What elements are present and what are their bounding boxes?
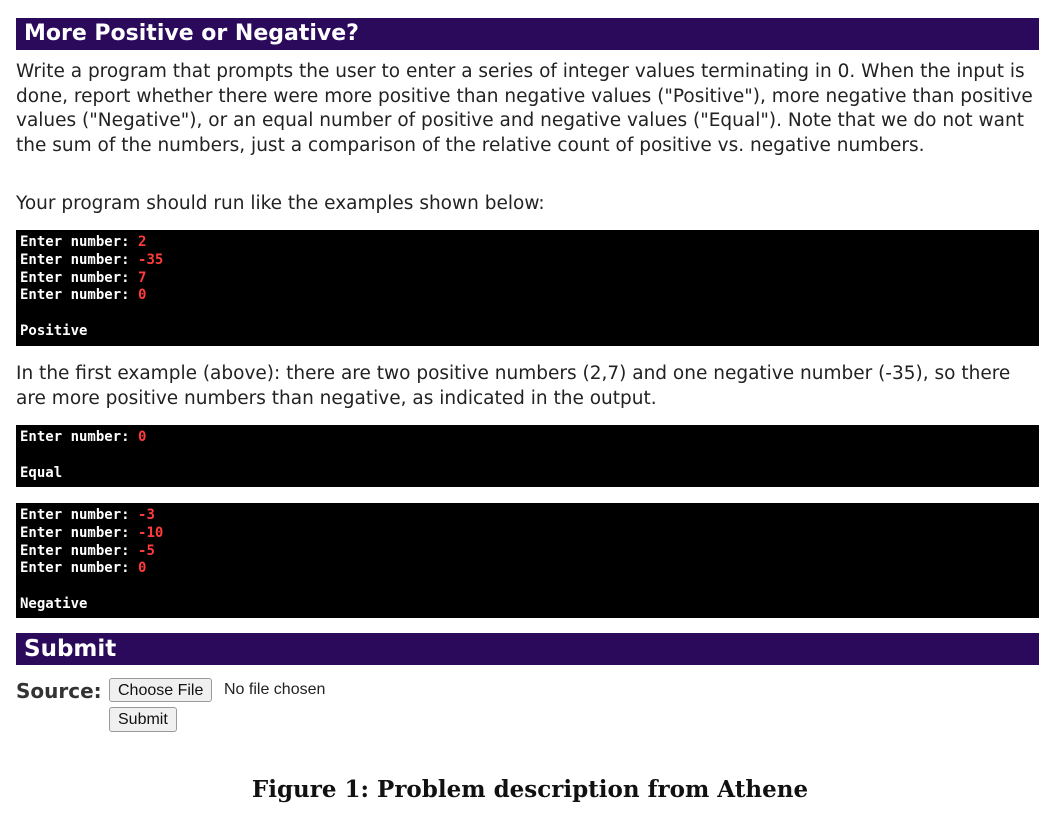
file-status-text: No file chosen [224,681,326,698]
console-line: Enter number: -35 [20,251,164,268]
console-result: Positive [20,322,88,339]
console-line: Enter number: 2 [20,234,147,250]
console-line: Enter number: -3 [20,507,155,523]
submit-heading: Submit [16,633,1039,665]
example-console-2 [16,425,1039,487]
console-line: Enter number: 0 [20,287,147,304]
console-result: Negative [20,595,88,612]
example-console-1 [16,230,1039,346]
console-line: Enter number: 0 [20,429,147,445]
run-intro-text: Your program should run like the examples shown below: [16,193,545,214]
console-line: Enter number: 0 [20,560,147,577]
example-console-3 [16,503,1039,618]
submit-button[interactable]: Submit [109,707,177,732]
console-line: Enter number: 7 [20,269,147,286]
problem-page [16,18,1039,728]
problem-description: Write a program that prompts the user to enter a series of integer values terminating in 0. When the input is done, report whether there were more positive than negative values ("Positive"), more negative than positive values ("Negative"), or an equal number of positive and negative values ("Equal"). Note that we do not want the sum of the numbers, just a comparison of the relative count of positive vs. negative numbers. [16,61,1033,156]
example-explanation: In the first example (above): there are two positive numbers (2,7) and one negative number (-35), so there are more positive numbers than negative, as indicated in the output. [16,363,1011,409]
choose-file-button[interactable]: Choose File [109,678,212,702]
console-result: Equal [20,464,63,481]
figure-caption: Figure 1: Problem description from Athene [251,776,809,803]
problem-title: More Positive or Negative? [16,18,1039,50]
source-label: Source: [16,679,102,703]
console-line: Enter number: -5 [20,542,155,559]
console-line: Enter number: -10 [20,524,164,541]
